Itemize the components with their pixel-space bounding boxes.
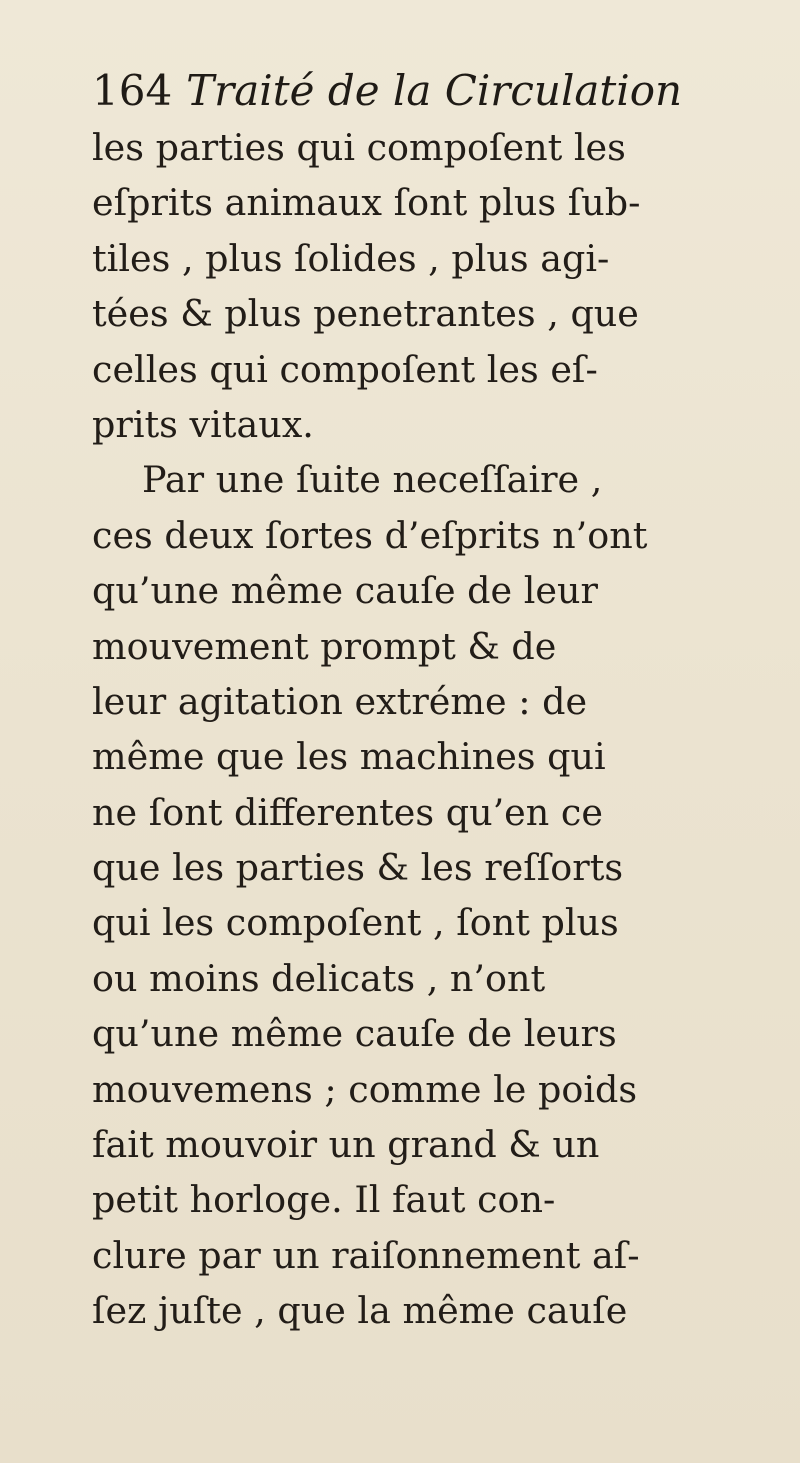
text-line: ou moins delicats , n’ont [92, 956, 546, 1000]
text-line: les parties qui compoſent les [92, 126, 626, 169]
text-line: qui les compoſent , ſont plus [92, 901, 619, 945]
text-line: petit horloge. Il faut con- [92, 1178, 556, 1222]
body-text [92, 120, 772, 1339]
running-title: Traité de la Circulation [186, 66, 683, 115]
text-line: mouvemens ; comme le poids [92, 1067, 638, 1111]
text-line: prits vitaux. [92, 402, 314, 446]
text-line: ſez juſte , que la même cauſe [92, 1289, 628, 1333]
text-line: eſprits animaux ſont plus ſub- [92, 181, 641, 225]
text-line: que les parties & les reſſorts [92, 846, 624, 890]
text-line: fait mouvoir un grand & un [92, 1123, 600, 1167]
page-number: 164 [92, 66, 173, 115]
running-head [92, 66, 682, 115]
text-line: qu’une même cauſe de leurs [92, 1012, 617, 1056]
text-line: mouvement prompt & de [92, 624, 557, 668]
text-line: ces deux ſortes d’eſprits n’ont [92, 513, 648, 557]
text-line: clure par un raiſonnement aſ- [92, 1233, 640, 1277]
text-line: ne ſont differentes qu’en ce [92, 790, 603, 834]
text-line: même que les machines qui [92, 735, 606, 779]
text-line: celles qui compoſent les eſ- [92, 347, 598, 391]
text-line: tées & plus penetrantes , que [92, 292, 639, 336]
text-line: qu’une même cauſe de leur [92, 569, 598, 613]
text-line: tiles , plus ſolides , plus agi- [92, 236, 610, 280]
text-line: leur agitation extréme : de [92, 679, 588, 723]
paragraph-start-line: Par une ſuite neceſſaire , [142, 458, 603, 502]
